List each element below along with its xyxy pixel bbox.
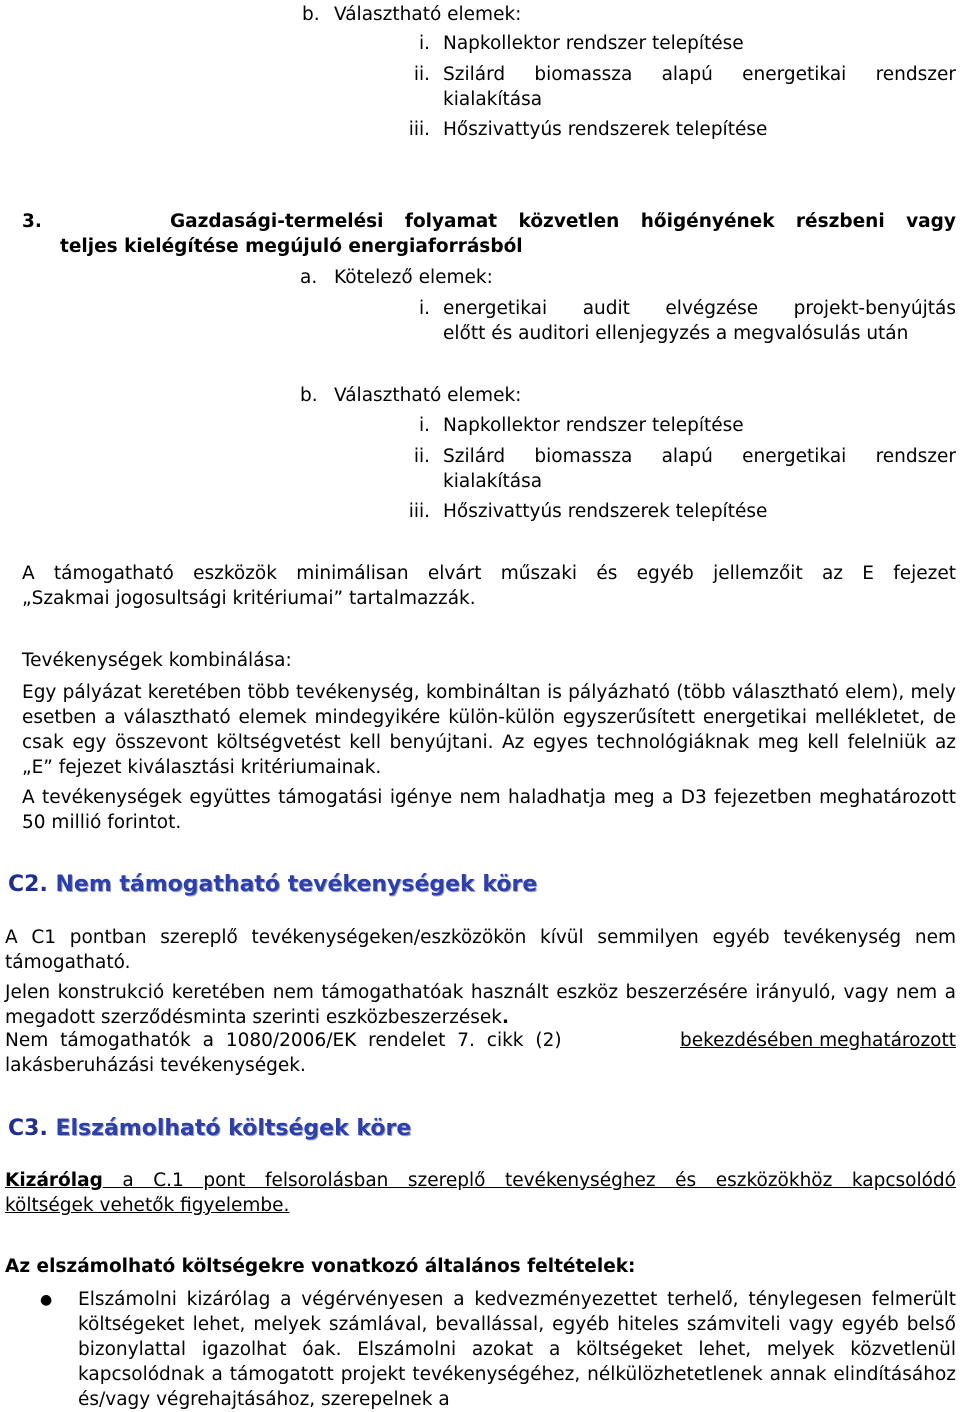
- list-num: i.: [418, 415, 430, 436]
- list-heading-optional: Választható elemek:: [334, 385, 522, 406]
- word: rendszer: [875, 64, 956, 85]
- word: vagy: [906, 211, 956, 232]
- section-number: 3.: [22, 211, 42, 232]
- list-label-b: b.: [300, 385, 318, 406]
- emphasis: Kizárólag: [5, 1170, 103, 1191]
- paragraph: [5, 980, 956, 1030]
- paragraph-text: Nem támogathatók a 1080/2006/EK rendelet 7. cikk (2): [5, 1030, 562, 1051]
- paragraph-end: .: [502, 1007, 510, 1028]
- c2-paragraph-3-line1: [5, 1030, 956, 1051]
- paragraph: Egy pályázat keretében több tevékenység, kombináltan is pályázható (több választható elem), mely esetben a választható elemek mindegyikére külön-külön egyszerűsített energetikai mellékletet, de csak egy összevont költségvetést kell benyújtani. Az egyes technológiáknak meg kell felelniük az „E” fejezet kiválasztási kritériumainak.: [22, 682, 956, 778]
- list-item-line: [443, 64, 956, 85]
- word: elvégzése: [665, 298, 759, 319]
- bullet-item: [78, 1287, 956, 1412]
- list-num: iii.: [408, 501, 430, 522]
- underlined-text: a C.1 pont felsorolásban szereplő tevékenységhez és eszközökhöz kapcsolódó: [102, 1170, 956, 1191]
- list-item-line: [443, 298, 956, 319]
- general-conditions-title: Az elszámolható költségekre vonatkozó általános feltételek:: [5, 1256, 636, 1277]
- word: energetikai: [742, 64, 847, 85]
- list-item: Napkollektor rendszer telepítése: [443, 33, 744, 54]
- list-heading-mandatory: Kötelező elemek:: [334, 267, 493, 288]
- heading-number: C2.: [8, 872, 48, 897]
- paragraph-text: Jelen konstrukció keretében nem támogathatóak használt eszköz beszerzésére irányuló, vagy nem a megadott szerződésminta szerinti eszközbeszerzések: [5, 982, 956, 1028]
- limit-paragraph: [22, 785, 956, 835]
- list-num: ii.: [413, 64, 430, 85]
- underlined-reference: bekezdésében meghatározott: [679, 1030, 956, 1051]
- word: projekt-benyújtás: [793, 298, 956, 319]
- list-num: i.: [418, 298, 430, 319]
- list-item-cont: kialakítása: [443, 471, 543, 492]
- word: folyamat: [404, 211, 498, 232]
- c3-exclusive-line2: költségek vehetők figyelembe.: [5, 1195, 290, 1216]
- word: részbeni: [795, 211, 885, 232]
- word: alapú: [661, 64, 713, 85]
- word: Szilárd: [443, 64, 506, 85]
- heading-title: Nem támogatható tevékenységek köre: [55, 872, 538, 897]
- c2-paragraph-3-line2: lakásberuházási tevékenységek.: [5, 1055, 306, 1076]
- list-item: Hőszivattyús rendszerek telepítése: [443, 119, 768, 140]
- list-heading-optional: Választható elemek:: [334, 4, 522, 25]
- list-label-a: a.: [300, 267, 318, 288]
- heading-c2: [8, 872, 537, 897]
- word: hőigényének: [640, 211, 775, 232]
- list-item-line: [443, 446, 956, 467]
- word: biomassza: [534, 64, 633, 85]
- word: alapú: [661, 446, 713, 467]
- list-item-cont: kialakítása: [443, 89, 543, 110]
- word: biomassza: [534, 446, 633, 467]
- paragraph: A tevékenységek együttes támogatási igénye nem haladhatja meg a D3 fejezetben meghatározott 50 millió forintot.: [22, 787, 956, 833]
- list-item: Napkollektor rendszer telepítése: [443, 415, 744, 436]
- heading-title: Elszámolható költségek köre: [55, 1116, 412, 1141]
- list-label-b: b.: [302, 4, 320, 25]
- heading-number: C3.: [8, 1116, 48, 1141]
- c2-paragraph-2: [5, 980, 956, 1030]
- list-item-cont: előtt és auditori ellenjegyzés a megvalósulás után: [443, 323, 909, 344]
- paragraph-line: „Szakmai jogosultsági kritériumai” tartalmazzák.: [22, 588, 476, 609]
- section-title-line1: [170, 211, 956, 232]
- word: közvetlen: [518, 211, 620, 232]
- combination-body: [22, 680, 956, 780]
- section-title-line2: teljes kielégítése megújuló energiaforrásból: [60, 236, 523, 257]
- paragraph: Elszámolni kizárólag a végérvényesen a kedvezményezettet terhelő, ténylegesen felmerült költségeket lehet, melyek számlával, bevallással, egyéb hiteles számviteli vagy egyéb belső bizonylattal igazolhat óak. Elszámolni azokat a költségeket lehet, melyek közvetlenül kapcsolódnak a támogatott projekt tevékenységéhez, nélkülözhetetlenek annak elindításához és/vagy végrehajtásához, szerepelnek a: [78, 1289, 956, 1410]
- heading-c3: [8, 1116, 411, 1141]
- list-num: ii.: [413, 446, 430, 467]
- list-num: i.: [418, 33, 430, 54]
- list-num: iii.: [408, 119, 430, 140]
- paragraph: A C1 pontban szereplő tevékenységeken/eszközökön kívül semmilyen egyéb tevékenység nem támogatható.: [5, 927, 956, 973]
- word: audit: [582, 298, 630, 319]
- c3-exclusive-line1: [5, 1170, 956, 1191]
- c2-paragraph-1: [5, 925, 956, 975]
- word: energetikai: [742, 446, 847, 467]
- word: Gazdasági-termelési: [170, 211, 384, 232]
- list-item: Hőszivattyús rendszerek telepítése: [443, 501, 768, 522]
- combination-title: Tevékenységek kombinálása:: [22, 650, 292, 671]
- word: energetikai: [443, 298, 548, 319]
- paragraph-line: A támogatható eszközök minimálisan elvárt műszaki és egyéb jellemzőit az E fejezet: [22, 563, 956, 584]
- word: Szilárd: [443, 446, 506, 467]
- bullet-icon: ●: [40, 1292, 53, 1308]
- word: rendszer: [875, 446, 956, 467]
